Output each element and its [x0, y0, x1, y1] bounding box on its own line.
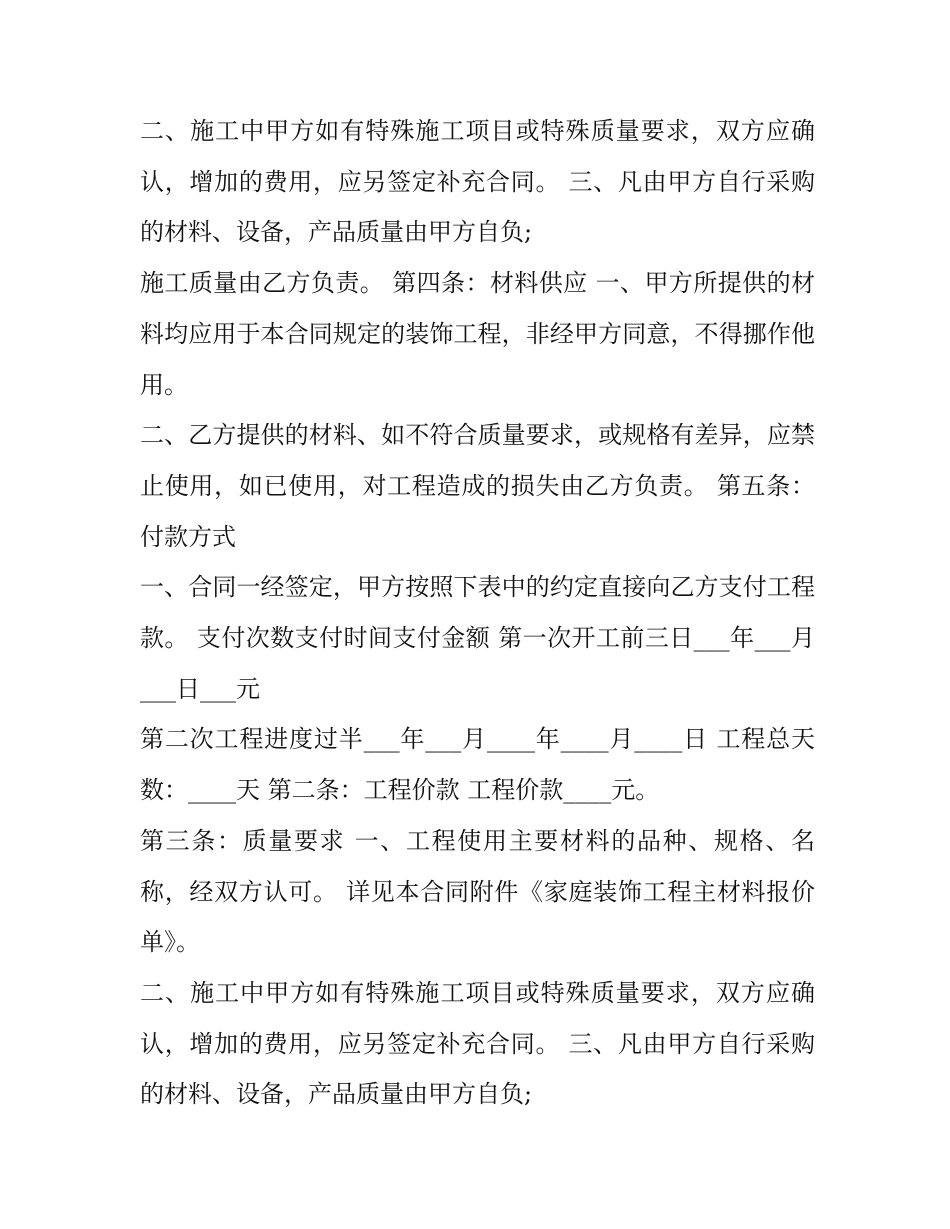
paragraph-special-items: 二、施工中甲方如有特殊施工项目或特殊质量要求，双方应确认，增加的费用，应另签定补充合同。 三、凡由甲方自行采购的材料、设备，产品质量由甲方自负;	[140, 117, 815, 247]
paragraph-material-supply: 施工质量由乙方负责。 第四条：材料供应 一、甲方所提供的材料均应用于本合同规定的装饰工程，非经甲方同意，不得挪作他用。	[140, 269, 815, 399]
paragraph-special-items-repeat: 二、施工中甲方如有特殊施工项目或特殊质量要求，双方应确认，增加的费用，应另签定补充合同。 三、凡由甲方自行采购的材料、设备，产品质量由甲方自负;	[140, 978, 815, 1109]
paragraph-contractor-materials: 二、乙方提供的材料、如不符合质量要求，或规格有差异，应禁止使用，如已使用，对工程造成的损失由乙方负责。 第五条：付款方式	[140, 421, 815, 551]
paragraph-payment-first: 一、合同一经签定，甲方按照下表中的约定直接向乙方支付工程款。 支付次数支付时间支付金额 第一次开工前三日___年___月___日___元	[140, 573, 815, 703]
paragraph-payment-second: 第二次工程进度过半___年___月____年____月____日 工程总天数：____天 第二条：工程价款 工程价款____元。	[140, 725, 815, 805]
paragraph-quality-requirements: 第三条：质量要求 一、工程使用主要材料的品种、规格、名称，经双方认可。 详见本合同附件《家庭装饰工程主材料报价单》。	[140, 826, 815, 957]
document-body	[140, 106, 815, 1120]
